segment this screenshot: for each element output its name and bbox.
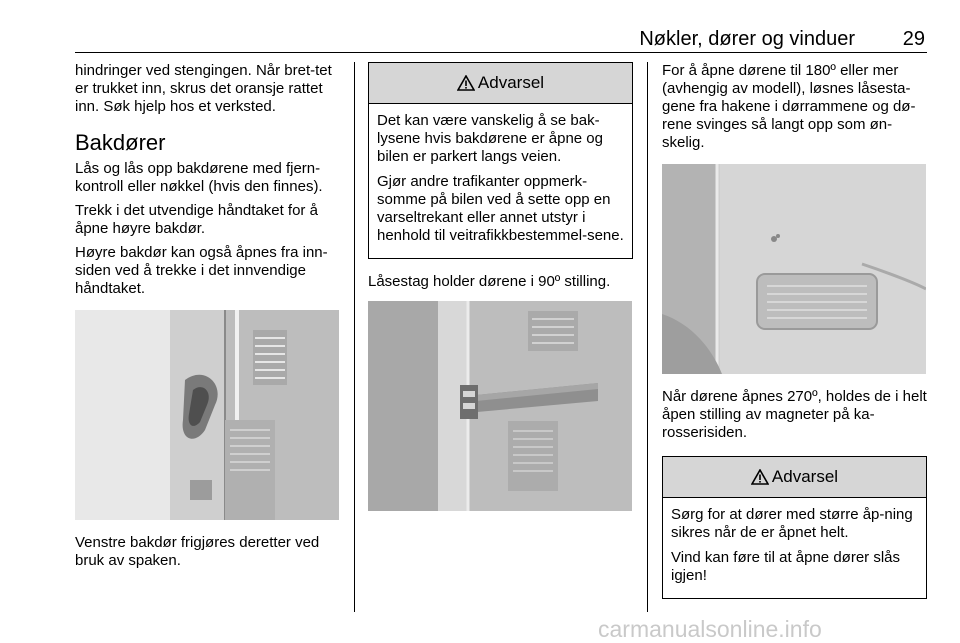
column-right (662, 62, 927, 613)
warning-body (369, 104, 632, 258)
site-watermark: carmanualsonline.info (598, 616, 822, 642)
paragraph: For å åpne dørene til 180º eller mer (avhengig av modell), løsnes låsesta-gene fra hakene i dørrammene og dø-rene svinges så langt opp som øn-skelig. (662, 62, 916, 151)
warning-triangle-icon (751, 469, 769, 485)
warning-header (369, 63, 632, 104)
paragraph: Låsestag holder dørene i 90º stilling. (368, 273, 611, 290)
warning-text: Sørg for at dører med større åp-ning sikres når de er åpnet helt. (671, 506, 913, 541)
column-divider (354, 62, 355, 612)
page-header (75, 26, 927, 53)
warning-box (662, 456, 927, 599)
paragraph: Lås og lås opp bakdørene med fjern-kontroll eller nøkkel (hvis den finnes). (75, 160, 323, 195)
page-number: 29 (902, 28, 925, 50)
warning-text: Det kan være vanskelig å se bak-lysene hvis bakdørene er åpne og bilen er parkert langs veien. (377, 112, 603, 165)
door-stay-illustration (368, 301, 632, 511)
chapter-title: Nøkler, dører og vinduer (639, 28, 855, 50)
warning-text: Vind kan føre til at åpne dører slås igjen! (671, 549, 900, 584)
door-hinge-illustration (662, 164, 926, 374)
column-divider (647, 62, 648, 612)
paragraph: Høyre bakdør kan også åpnes fra inn-siden ved å trekke i det innvendige håndtaket. (75, 244, 328, 297)
intro-text: hindringer ved stengingen. Når bret-tet er trukket inn, skrus det oransje rattet inn. Søk hjelp hos et verksted. (75, 62, 332, 115)
warning-title: Advarsel (477, 73, 545, 92)
warning-triangle-icon (457, 75, 475, 91)
paragraph: Trekk i det utvendige håndtaket for å åpne høyre bakdør. (75, 202, 318, 237)
warning-title: Advarsel (771, 467, 839, 486)
column-middle (368, 62, 633, 525)
rear-door-lever-illustration (75, 310, 339, 520)
column-left (75, 62, 341, 570)
warning-body (663, 498, 926, 598)
figure-caption: Venstre bakdør frigjøres deretter ved bruk av spaken. (75, 534, 320, 569)
warning-header (663, 457, 926, 498)
section-heading: Bakdører (75, 130, 166, 155)
warning-text: Gjør andre trafikanter oppmerk-somme på bilen ved å sette opp en varseltrekant eller annet utstyr i henhold til veitrafikkbestemmel-sene. (377, 173, 624, 244)
paragraph: Når dørene åpnes 270º, holdes de i helt åpen stilling av magneter på ka-rosserisiden. (662, 388, 927, 441)
warning-box (368, 62, 633, 259)
